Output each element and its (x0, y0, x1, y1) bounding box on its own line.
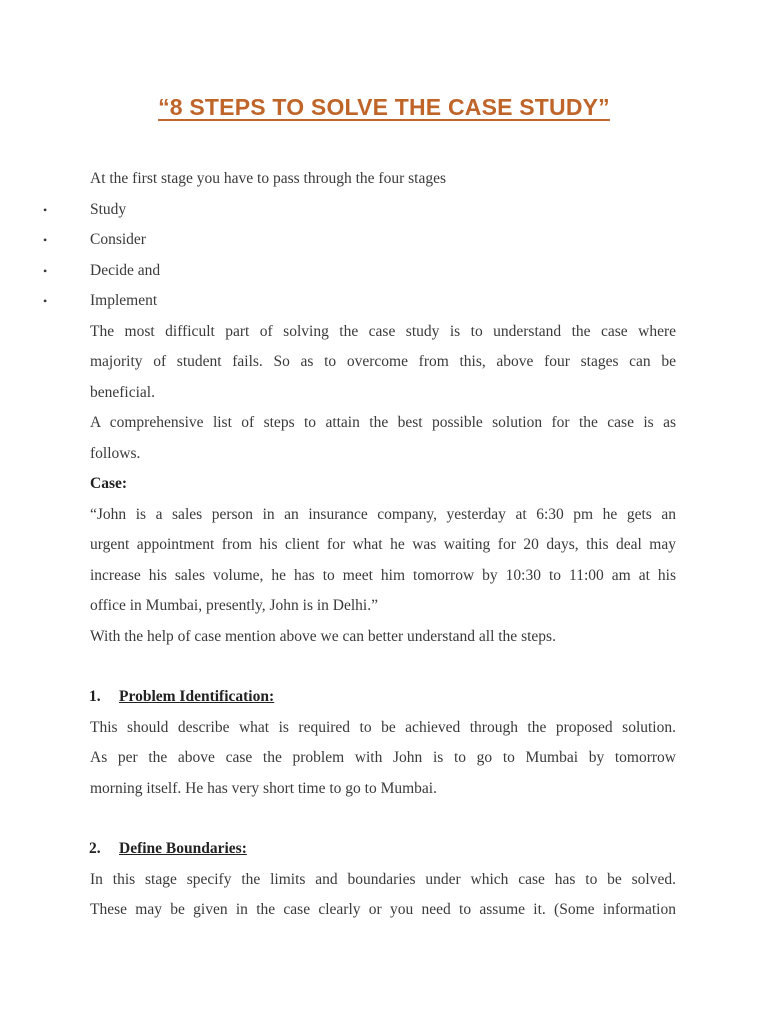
spacer (90, 804, 676, 834)
section-title: Define Boundaries: (119, 840, 247, 857)
bullet-icon: • (43, 202, 48, 217)
document-body (43, 164, 676, 926)
section-heading (90, 682, 676, 713)
case-line: urgent appointment from his client for what he was waiting for 20 days, this deal may (90, 536, 676, 553)
case-followup: With the help of case mention above we can better understand all the steps. (90, 627, 556, 645)
document-title: “8 STEPS TO SOLVE THE CASE STUDY” (158, 94, 610, 120)
stage-label: Decide and (90, 261, 161, 279)
stage-list-item (43, 195, 676, 226)
stage-label: Study (90, 200, 127, 218)
section-line: morning itself. He has very short time to go to Mumbai. (90, 779, 437, 797)
stage-list-item (43, 286, 676, 317)
intro-text: At the first stage you have to pass through the four stages (90, 170, 446, 187)
paragraph-line: A comprehensive list of steps to attain the best possible solution for the case is as (90, 414, 676, 431)
bullet-icon: • (43, 294, 48, 308)
stage-list-item (43, 256, 676, 287)
section-number: 2. (89, 840, 101, 857)
case-line: office in Mumbai, presently, John is in Delhi.” (90, 597, 378, 614)
case-line: increase his sales volume, he has to meet him tomorrow by 10:30 to 11:00 am at his (90, 566, 676, 584)
paragraph-line: majority of student fails. So as to overcome from this, above four stages can be (90, 353, 676, 370)
case-line: “John is a sales person in an insurance company, yesterday at 6:30 pm he gets an (90, 505, 676, 523)
stage-label: Consider (90, 231, 146, 248)
section-line: As per the above case the problem with John is to go to Mumbai by tomorrow (90, 749, 676, 766)
section-line: This should describe what is required to be achieved through the proposed solution. (90, 718, 676, 736)
paragraph-line: beneficial. (90, 383, 155, 401)
paragraph-line: follows. (90, 444, 141, 462)
stage-label: Implement (90, 292, 158, 309)
section-line: These may be given in the case clearly or you need to assume it. (Some information (90, 901, 676, 918)
paragraph-line: The most difficult part of solving the case study is to understand the case where (90, 322, 676, 340)
section-title: Problem Identification: (119, 688, 275, 705)
case-label: Case: (90, 475, 128, 492)
section-line: In this stage specify the limits and boundaries under which case has to be solved. (90, 870, 676, 888)
spacer (90, 652, 676, 682)
bullet-icon: • (43, 263, 48, 278)
section-heading (90, 834, 676, 865)
bullet-icon: • (43, 233, 48, 247)
stage-list-item (43, 225, 676, 256)
section-number: 1. (89, 688, 101, 705)
